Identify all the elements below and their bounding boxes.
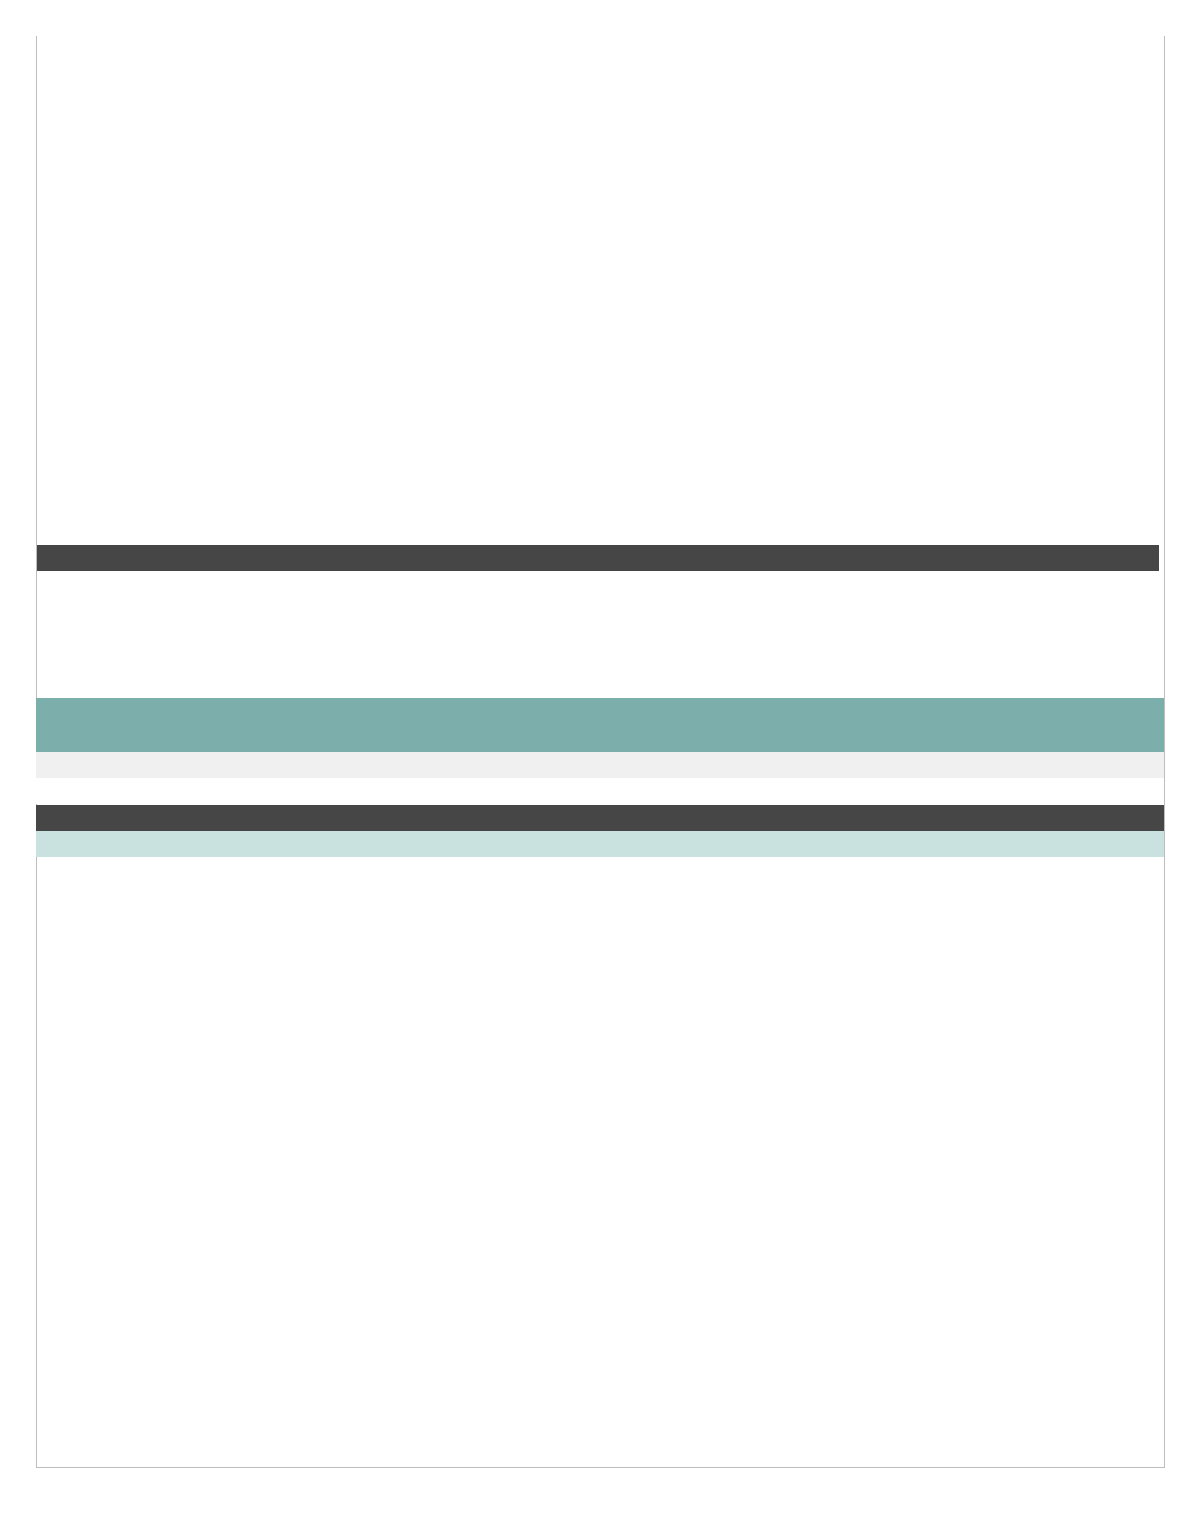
- national-pass-rate-row: [36, 752, 1164, 778]
- pn-column-header: [36, 831, 1164, 857]
- page-footer: [0, 1488, 1200, 1512]
- pn-section-divider: [36, 805, 1164, 831]
- pn-table-header: [36, 698, 1164, 752]
- georgia-pass-rate-row: [36, 778, 1164, 804]
- msn-section-divider: [37, 545, 1159, 571]
